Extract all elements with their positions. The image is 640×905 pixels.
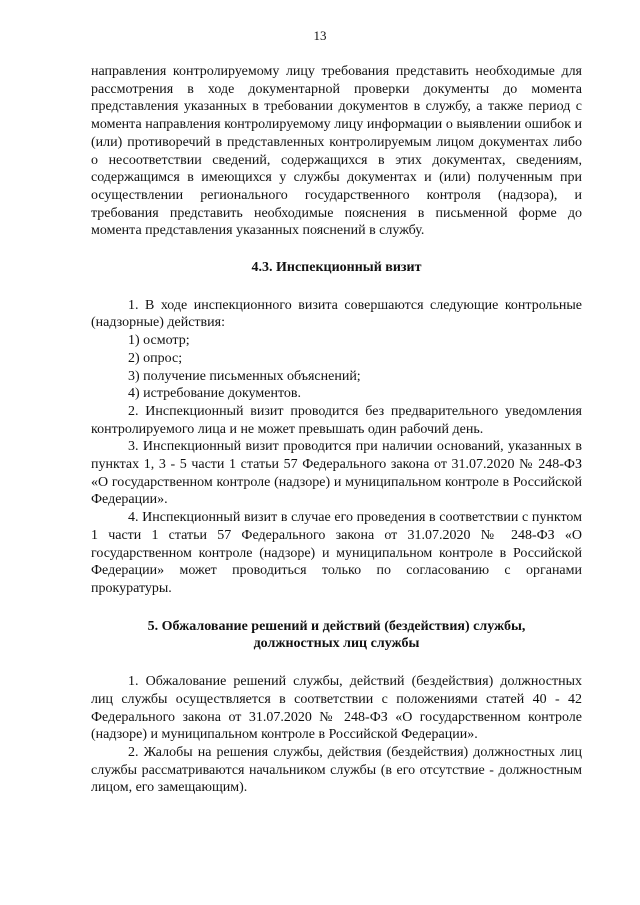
section-4-3-paragraph-3: 3. Инспекционный визит проводится при наличии оснований, указанных в пунктах 1, 3 - 5 части 1 статьи 57 Федерального закона от 31.07.2020 № 248-ФЗ «О государственном контроле (надзоре) и муниципальном контроле в Российской Федерации». bbox=[91, 439, 582, 508]
section-5-paragraph-2: 2. Жалобы на решения службы, действия (бездействия) должностных лиц службы рассматриваются начальником службы (в его отсутствие - должностным лицом, его замещающим). bbox=[91, 744, 582, 796]
page-content bbox=[91, 63, 582, 797]
list-item: 4) истребование документов. bbox=[128, 386, 301, 402]
page-number: 13 bbox=[313, 28, 327, 43]
section-4-3-paragraph-2: 2. Инспекционный визит проводится без предварительного уведомления контролируемого лица и не может превышать один рабочий день. bbox=[91, 403, 582, 437]
list-item: 1) осмотр; bbox=[128, 333, 190, 349]
section-5-paragraph-1: 1. Обжалование решений службы, действий (бездействия) должностных лиц службы осуществляется в соответствии с положениями статей 40 - 42 Федерального закона от 31.07.2020 № 248-ФЗ «О государственном контроле (надзоре) и муниципальном контроле в Российской Федерации». bbox=[91, 674, 582, 743]
section-5-heading-line-2: должностных лиц службы bbox=[253, 636, 420, 652]
section-5-heading bbox=[91, 618, 582, 653]
section-4-3-paragraph-1: 1. В ходе инспекционного визита совершаются следующие контрольные (надзорные) действия: bbox=[91, 297, 582, 331]
list-item: 3) получение письменных объяснений; bbox=[128, 368, 361, 384]
section-5-heading-line-1: 5. Обжалование решений и действий (бездействия) службы, bbox=[147, 618, 526, 634]
section-4-3-heading: 4.3. Инспекционный визит bbox=[251, 260, 422, 276]
intro-paragraph: направления контролируемому лицу требования представить необходимые для рассмотрения в ходе документарной проверки документы до момента представления указанных в требовании документов в службу, а также период с момента направления контролируемому лицу информации о выявлении ошибок и (или) противоречий в представленных контролируемым лицом документах либо о несоответствии сведений, содержащихся в этих документах, сведениям, содержащимся в имеющихся у службы документах и (или) полученным при осуществлении регионального государственного контроля (надзора), и требования представить необходимые пояснения в письменной форме до момента представления указанных пояснений в службу. bbox=[91, 64, 582, 239]
list-item: 2) опрос; bbox=[128, 350, 183, 366]
section-4-3-paragraph-4: 4. Инспекционный визит в случае его проведения в соответствии с пунктом 1 части 1 статьи 57 Федерального закона от 31.07.2020 № 248-ФЗ «О государственном контроле (надзоре) и муниципальном контроле в Российской Федерации» может проводиться только по согласованию с органами прокуратуры. bbox=[91, 510, 582, 596]
